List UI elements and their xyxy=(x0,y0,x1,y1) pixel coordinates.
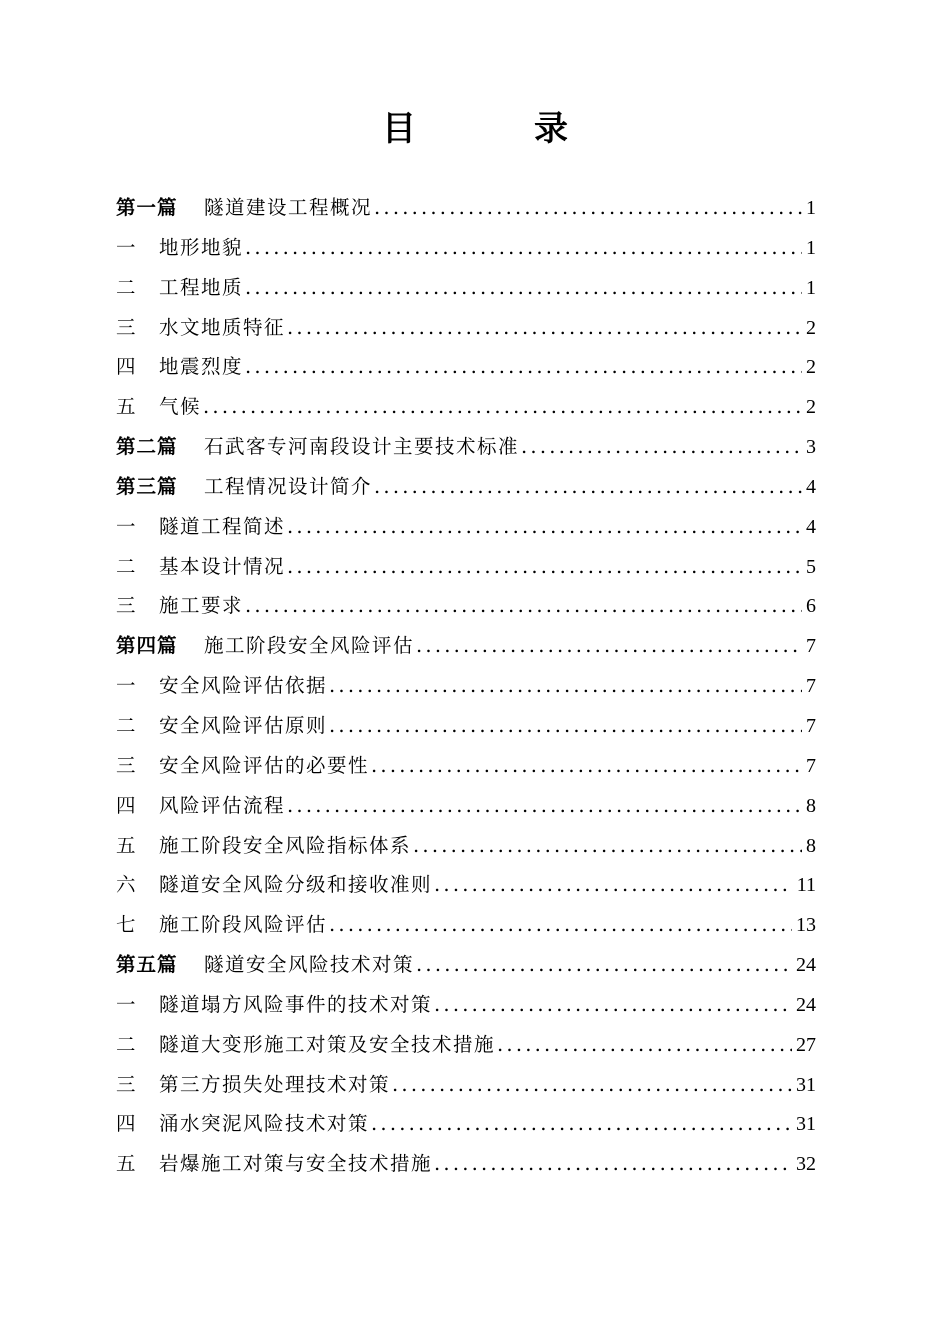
dot-leader xyxy=(329,905,792,945)
dot-leader xyxy=(392,1065,792,1105)
toc-entry-number: 三 xyxy=(116,753,137,777)
toc-entry[interactable] xyxy=(116,547,816,587)
dot-leader xyxy=(497,1025,792,1065)
page-title: 目 录 xyxy=(382,109,610,149)
toc-entry-title: 隧道大变形施工对策及安全技术措施 xyxy=(159,1032,496,1056)
toc-entry-page: 27 xyxy=(796,1033,816,1056)
toc-entry[interactable] xyxy=(116,1104,816,1144)
toc-entry-page: 1 xyxy=(806,276,816,299)
toc-entry-number: 四 xyxy=(116,355,137,379)
toc-entry-number: 二 xyxy=(116,713,137,737)
toc-entry-title: 工程情况设计简介 xyxy=(204,474,373,498)
dot-leader xyxy=(245,586,802,626)
toc-entry-page: 4 xyxy=(806,475,816,498)
toc-entry-page: 32 xyxy=(796,1153,816,1176)
toc-entry[interactable] xyxy=(116,586,816,626)
toc-entry-title: 安全风险评估原则 xyxy=(159,713,328,737)
toc-entry-number: 一 xyxy=(116,235,137,259)
toc-entry-title: 基本设计情况 xyxy=(159,554,286,578)
dot-leader xyxy=(329,666,802,706)
toc-entry-title: 施工阶段安全风险评估 xyxy=(204,634,415,658)
toc-entry-page: 8 xyxy=(806,794,816,817)
toc-entry-title: 隧道工程简述 xyxy=(159,514,286,538)
toc-entry-page: 1 xyxy=(806,236,816,259)
toc-entry-number: 三 xyxy=(116,315,137,339)
toc-entry-page: 6 xyxy=(806,595,816,618)
toc-entry-number: 四 xyxy=(116,1112,137,1136)
toc-entry-page: 31 xyxy=(796,1073,816,1096)
dot-leader xyxy=(287,786,802,826)
dot-leader xyxy=(287,308,802,348)
toc-entry[interactable] xyxy=(116,308,816,348)
toc-entry-number: 第四篇 xyxy=(116,634,178,658)
toc-entry[interactable] xyxy=(116,786,816,826)
toc-entry-title: 安全风险评估的必要性 xyxy=(159,753,370,777)
toc-entry-page: 2 xyxy=(806,316,816,339)
toc-entry-number: 第三篇 xyxy=(116,474,178,498)
dot-leader xyxy=(287,547,802,587)
toc-entry[interactable] xyxy=(116,1025,816,1065)
toc-entry[interactable] xyxy=(116,1065,816,1105)
toc-entry-title: 气候 xyxy=(159,395,202,419)
toc-entry-title: 隧道建设工程概况 xyxy=(204,196,373,219)
toc-entry-title: 安全风险评估依据 xyxy=(159,674,328,698)
toc-entry-page: 3 xyxy=(806,436,816,459)
table-of-contents xyxy=(116,188,816,1184)
toc-entry-number: 一 xyxy=(116,514,137,538)
dot-leader xyxy=(521,427,802,467)
toc-entry-number: 五 xyxy=(116,395,137,419)
toc-entry[interactable] xyxy=(116,467,816,507)
toc-entry-page: 11 xyxy=(796,874,816,897)
toc-entry[interactable] xyxy=(116,985,816,1025)
toc-entry-page: 24 xyxy=(796,954,816,977)
toc-entry-title: 施工要求 xyxy=(159,594,244,618)
toc-entry-number: 第一篇 xyxy=(116,196,178,219)
dot-leader xyxy=(434,1144,792,1184)
toc-entry-page: 31 xyxy=(796,1113,816,1136)
toc-entry-page: 5 xyxy=(806,555,816,578)
toc-entry[interactable] xyxy=(116,387,816,427)
dot-leader xyxy=(416,945,792,985)
toc-entry-title: 隧道安全风险分级和接收准则 xyxy=(159,873,433,897)
toc-entry-number: 五 xyxy=(116,1152,137,1176)
toc-entry-page: 7 xyxy=(806,675,816,698)
toc-entry[interactable] xyxy=(116,905,816,945)
toc-entry[interactable] xyxy=(116,746,816,786)
toc-entry-number: 七 xyxy=(116,913,137,937)
toc-entry-title: 地形地貌 xyxy=(159,235,244,259)
toc-entry[interactable] xyxy=(116,666,816,706)
dot-leader xyxy=(374,188,802,228)
dot-leader xyxy=(434,985,792,1025)
toc-entry-page: 2 xyxy=(806,356,816,379)
toc-entry-title: 施工阶段风险评估 xyxy=(159,913,328,937)
toc-entry-title: 隧道安全风险技术对策 xyxy=(204,953,415,977)
toc-entry-number: 三 xyxy=(116,594,137,618)
toc-entry-number: 二 xyxy=(116,554,137,578)
toc-entry-number: 三 xyxy=(116,1072,137,1096)
toc-entry-title: 工程地质 xyxy=(159,275,244,299)
toc-entry-page: 7 xyxy=(806,754,816,777)
toc-entry-number: 二 xyxy=(116,275,137,299)
toc-entry-page: 7 xyxy=(806,635,816,658)
toc-entry[interactable] xyxy=(116,1144,816,1184)
dot-leader xyxy=(329,706,802,746)
toc-entry-number: 六 xyxy=(116,873,137,897)
toc-entry[interactable] xyxy=(116,188,816,228)
toc-entry-title: 隧道塌方风险事件的技术对策 xyxy=(159,992,433,1016)
toc-entry-number: 二 xyxy=(116,1032,137,1056)
toc-entry[interactable] xyxy=(116,228,816,268)
dot-leader xyxy=(371,746,802,786)
toc-entry-page: 8 xyxy=(806,834,816,857)
toc-entry-number: 一 xyxy=(116,674,137,698)
toc-entry-number: 四 xyxy=(116,793,137,817)
toc-entry[interactable] xyxy=(116,507,816,547)
toc-entry-title: 石武客专河南段设计主要技术标准 xyxy=(204,435,520,459)
toc-entry-number: 五 xyxy=(116,833,137,857)
toc-entry[interactable] xyxy=(116,945,816,985)
toc-entry-number: 一 xyxy=(116,992,137,1016)
dot-leader xyxy=(371,1104,792,1144)
dot-leader xyxy=(416,626,802,666)
toc-entry-title: 涌水突泥风险技术对策 xyxy=(159,1112,370,1136)
toc-entry[interactable] xyxy=(116,427,816,467)
toc-entry-title: 岩爆施工对策与安全技术措施 xyxy=(159,1152,433,1176)
dot-leader xyxy=(203,387,802,427)
toc-entry-page: 2 xyxy=(806,396,816,419)
toc-entry[interactable] xyxy=(116,706,816,746)
dot-leader xyxy=(245,347,802,387)
toc-entry-page: 1 xyxy=(806,197,816,219)
toc-entry-title: 施工阶段安全风险指标体系 xyxy=(159,833,412,857)
toc-entry-page: 13 xyxy=(796,914,816,937)
toc-entry[interactable] xyxy=(116,268,816,308)
dot-leader xyxy=(245,268,802,308)
toc-entry[interactable] xyxy=(116,826,816,866)
toc-entry-page: 4 xyxy=(806,515,816,538)
dot-leader xyxy=(434,865,793,905)
dot-leader xyxy=(287,507,802,547)
toc-entry-title: 地震烈度 xyxy=(159,355,244,379)
toc-entry-title: 水文地质特征 xyxy=(159,315,286,339)
toc-entry-page: 7 xyxy=(806,714,816,737)
dot-leader xyxy=(374,467,802,507)
dot-leader xyxy=(245,228,802,268)
toc-entry[interactable] xyxy=(116,626,816,666)
toc-entry-number: 第二篇 xyxy=(116,435,178,459)
toc-entry[interactable] xyxy=(116,347,816,387)
toc-entry[interactable] xyxy=(116,865,816,905)
toc-entry-page: 24 xyxy=(796,993,816,1016)
dot-leader xyxy=(413,826,802,866)
toc-entry-title: 第三方损失处理技术对策 xyxy=(159,1072,391,1096)
toc-entry-number: 第五篇 xyxy=(116,953,178,977)
toc-entry-title: 风险评估流程 xyxy=(159,793,286,817)
